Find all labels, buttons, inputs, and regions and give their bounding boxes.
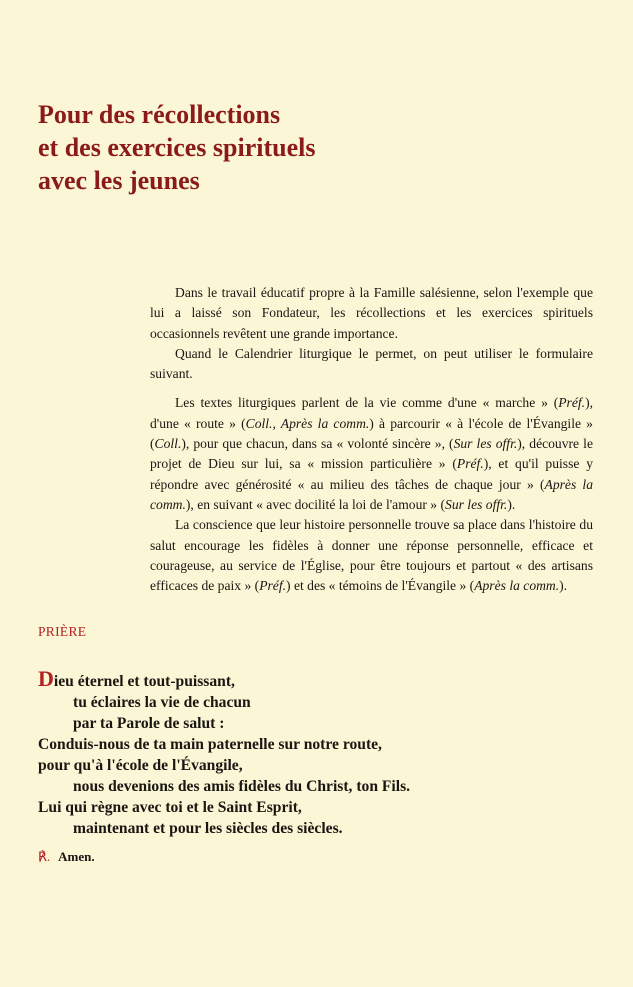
- liturgical-reference: Coll.: [154, 436, 182, 452]
- page-title: [38, 98, 558, 197]
- liturgical-reference: Préf.: [259, 578, 287, 594]
- liturgical-reference: Après la comm.: [150, 476, 594, 512]
- liturgical-reference: Coll., Après la comm.: [245, 415, 370, 431]
- prayer-line: maintenant et pour les siècles des siècles.: [73, 820, 343, 837]
- text-run: La conscience que leur histoire personnelle trouve sa place dans l'histoire du salut encourage les fidèles à donner une réponse personnelle, efficace et courageuse, au service de l'Église, pour être toujours et partout « des artisans efficaces de paix » (: [150, 517, 593, 594]
- text-run: ), et qu'il puisse y répondre avec générosité « au milieu des tâches de chaque jour » (: [150, 456, 593, 492]
- text-run: ).: [507, 496, 516, 512]
- prayer-line: [38, 668, 618, 692]
- prayer-line: tu éclaires la vie de chacun: [73, 694, 251, 711]
- liturgical-reference: Après la comm.: [474, 578, 560, 594]
- liturgical-reference: Préf.: [456, 456, 484, 472]
- liturgical-reference: Sur les offr.: [453, 436, 518, 452]
- text-run: ), en suivant « avec docilité la loi de l'amour » (: [185, 496, 446, 512]
- intro-paragraph: Quand le Calendrier liturgique le permet, on peut utiliser le formulaire suivant.: [150, 345, 593, 382]
- title-line: avec les jeunes: [38, 166, 200, 195]
- prayer-text: [38, 668, 618, 839]
- text-run: ) et des « témoins de l'Évangile » (: [286, 578, 475, 594]
- title-line: Pour des récollections: [38, 100, 281, 129]
- prayer-line: Lui qui règne avec toi et le Saint Esprit,: [38, 799, 302, 816]
- prayer-line: pour qu'à l'école de l'Évangile,: [38, 757, 243, 774]
- section-label-priere: PRIÈRE: [38, 624, 87, 639]
- intro-text: [150, 283, 593, 596]
- text-run: ), pour que chacun, dans sa « volonté sincère », (: [181, 436, 454, 452]
- response-line: [38, 849, 95, 865]
- liturgical-reference: Préf.: [558, 395, 586, 411]
- text-run: ).: [559, 578, 568, 594]
- drop-cap: D: [38, 666, 54, 691]
- prayer-line: par ta Parole de salut :: [73, 715, 225, 732]
- text-run: ), d'une « route » (: [150, 395, 593, 431]
- prayer-line: nous devenions des amis fidèles du Christ, ton Fils.: [73, 778, 411, 795]
- response-symbol: ℟.: [38, 849, 51, 864]
- intro-paragraph: [150, 393, 593, 515]
- prayer-line-text: ieu éternel et tout-puissant,: [53, 673, 235, 690]
- text-run: Les textes liturgiques parlent de la vie comme d'une « marche » (: [175, 395, 559, 411]
- title-line: et des exercices spirituels: [38, 133, 316, 162]
- text-run: ), découvre le projet de Dieu sur lui, sa « mission particulière » (: [150, 436, 593, 472]
- text-run: ) à parcourir « à l'école de l'Évangile » (: [150, 415, 593, 452]
- intro-paragraph: [150, 515, 593, 596]
- intro-paragraph: Dans le travail éducatif propre à la Famille salésienne, selon l'exemple que lui a laissé son Fondateur, les récollections et les exercices spirituels occasionnels revêtent une grande importance.: [150, 285, 593, 341]
- prayer-line: Conduis-nous de ta main paternelle sur notre route,: [38, 736, 382, 753]
- liturgical-reference: Sur les offr.: [445, 496, 508, 512]
- response-text: Amen.: [58, 849, 95, 864]
